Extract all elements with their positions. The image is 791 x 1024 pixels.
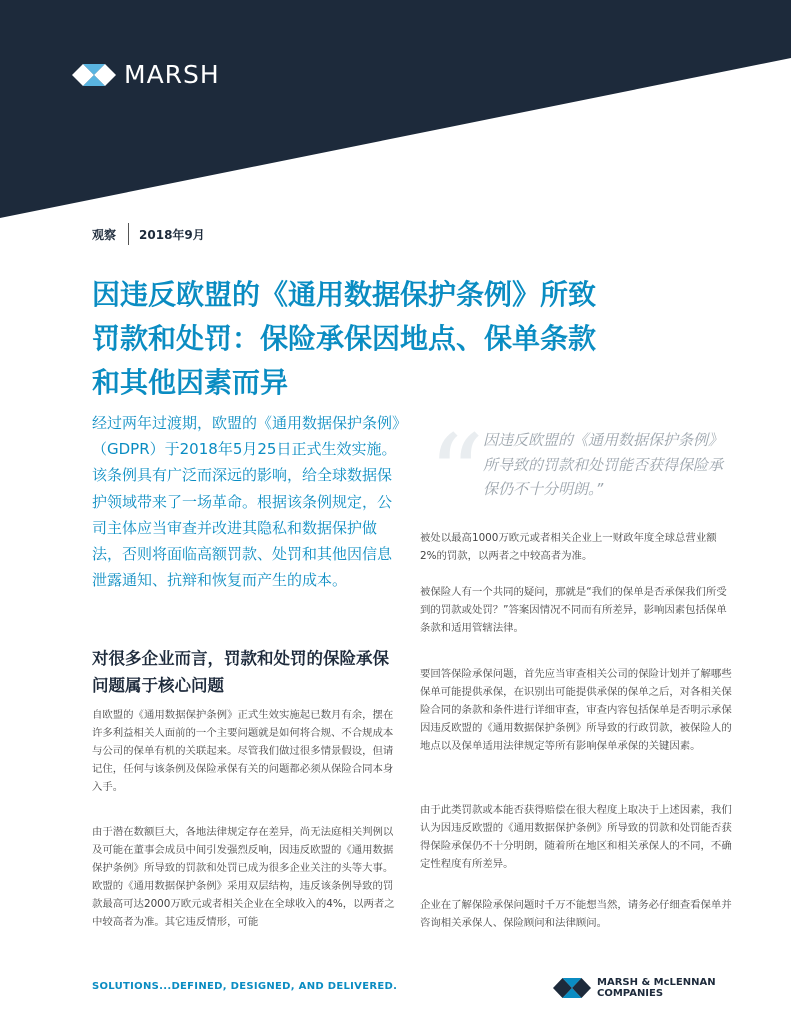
- body-paragraph: 由于此类罚款或本能否获得赔偿在很大程度上取决于上述因素，我们认为因违反欧盟的《通用数据保护条例》所导致的罚款和处罚能否获得保险承保仍不十分明朗，随着所在地区和相关承保人的不同，不确定性程度有所差异。: [420, 804, 732, 870]
- company-name: MARSH & McLENNAN: [597, 977, 716, 988]
- publish-date: 2018年9月: [139, 227, 205, 242]
- brand-name: MARSH: [124, 60, 220, 89]
- category-label: 观察: [92, 227, 117, 242]
- footer-tagline: SOLUTIONS...DEFINED, DESIGNED, AND DELIVERED.: [92, 981, 398, 992]
- body-paragraph: 由于潜在数额巨大，各地法律规定存在差异，尚无法庭相关判例以及可能在董事会成员中间引发强烈反响，因违反欧盟的《通用数据保护条例》所导致的罚款和处罚已成为很多企业关注的头等大事。欧盟的《通用数据保护条例》采用双层结构，违反该条例导致的罚款最高可达2000万欧元或者相关企业在全球收入的4%，以两者之中较高者为准。其它违反情形，可能: [92, 826, 395, 928]
- document-meta: [92, 222, 205, 246]
- meta-divider: [128, 223, 129, 245]
- marsh-logo-icon: [72, 62, 116, 88]
- title-line: 和其他因素而异: [92, 366, 289, 399]
- header-banner: [0, 0, 791, 218]
- body-paragraph: 被保险人有一个共同的疑问，那就是“我们的保单是否承保我们所受到的罚款或处罚？”答案因情况不同而有所差异，影响因素包括保单条款和适用管辖法律。: [420, 586, 727, 634]
- body-paragraph: 自欧盟的《通用数据保护条例》正式生效实施起已数月有余，摆在许多利益相关人面前的一个主要问题就是如何将合规、不合规成本与公司的保单有机的关联起来。尽管我们做过很多情景假设，但请记住，任何与该条例及保险承保有关的问题都必须从保险合同本身入手。: [92, 709, 394, 793]
- mmc-logo-icon: [553, 976, 591, 1000]
- quote-mark-icon: “: [428, 411, 485, 539]
- intro-paragraph: 经过两年过渡期，欧盟的《通用数据保护条例》（GDPR）于2018年5月25日正式生效实施。该条例具有广泛而深远的影响，给全球数据保护领域带来了一场革命。根据该条例规定，公司主体应当审查并改进其隐私和数据保护做法，否则将面临高额罚款、处罚和其他因信息泄露通知、抗辩和恢复而产生的成本。: [92, 414, 400, 590]
- page-title: [92, 273, 732, 405]
- title-line: 罚款和处罚：保险承保因地点、保单条款: [92, 322, 597, 355]
- title-line: 因违反欧盟的《通用数据保护条例》所致: [92, 278, 597, 311]
- company-name-suffix: COMPANIES: [597, 988, 664, 999]
- section-heading: 对很多企业而言，罚款和处罚的保险承保问题属于核心问题: [92, 649, 389, 695]
- pull-quote: 因违反欧盟的《通用数据保护条例》所导致的罚款和处罚能否获得保险承保仍不十分明朗。”: [483, 431, 724, 498]
- mmc-logo: [553, 976, 716, 1000]
- body-paragraph: 企业在了解保险承保问题时千万不能想当然，请务必仔细查看保单并咨询相关承保人、保险顾问和法律顾问。: [420, 899, 732, 929]
- body-paragraph: 要回答保险承保问题，首先应当审查相关公司的保险计划并了解哪些保单可能提供承保，在识别出可能提供承保的保单之后，对各相关保险合同的条款和条件进行详细审查，审查内容包括保单是否明示承保因违反欧盟的《通用数据保护条例》所导致的行政罚款，被保险人的地点以及保单适用法律规定等所有影响保单承保的关键因素。: [420, 668, 732, 752]
- marsh-logo: [72, 60, 220, 89]
- body-paragraph: 被处以最高1000万欧元或者相关企业上一财政年度全球总营业额2%的罚款，以两者之中较高者为准。: [420, 532, 717, 562]
